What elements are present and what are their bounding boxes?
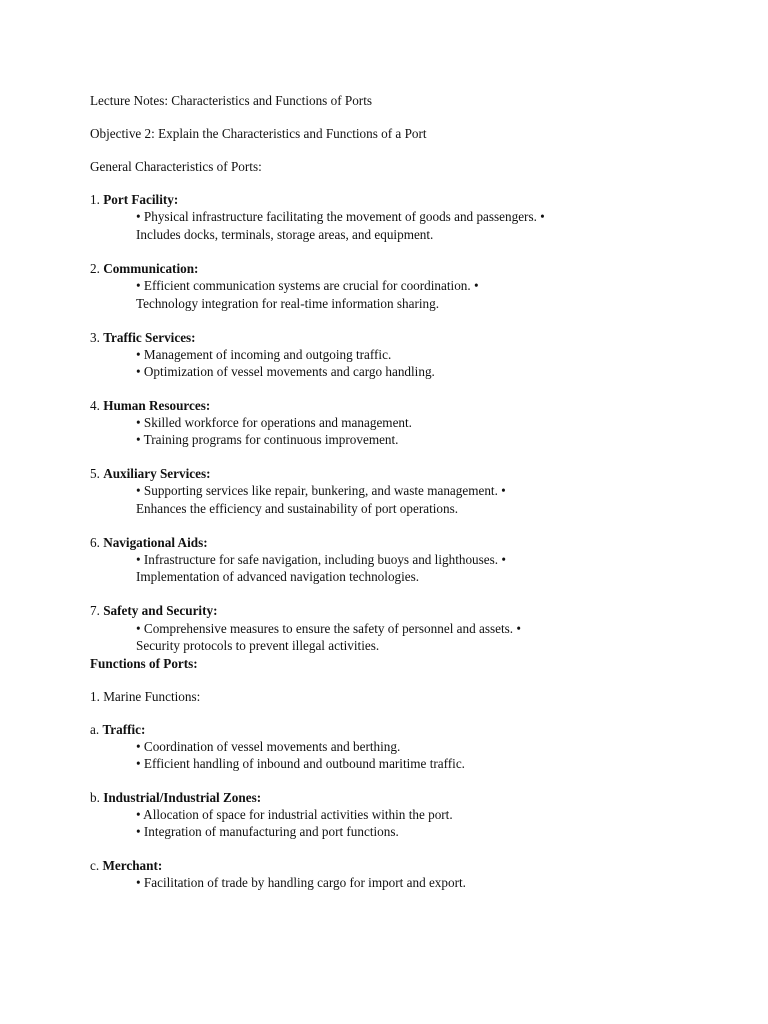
- item-label: Auxiliary Services:: [103, 466, 211, 481]
- bullet-line: • Efficient handling of inbound and outbound maritime traffic.: [136, 756, 465, 771]
- bullet-line: Technology integration for real-time information sharing.: [136, 296, 440, 311]
- bullet-line: • Skilled workforce for operations and management.: [136, 415, 412, 430]
- characteristic-heading-safety-security: [90, 602, 217, 619]
- characteristic-heading-navigational-aids: [90, 534, 208, 551]
- bullet-line: Enhances the efficiency and sustainability of port operations.: [136, 501, 459, 516]
- bullet-line: • Allocation of space for industrial activities within the port.: [136, 807, 453, 822]
- bullet-line: • Comprehensive measures to ensure the safety of personnel and assets. •: [136, 621, 521, 636]
- item-number: 4.: [90, 398, 100, 413]
- bullet-line: • Physical infrastructure facilitating the movement of goods and passengers. •: [136, 209, 545, 224]
- functions-heading-text: Functions of Ports:: [90, 656, 198, 671]
- bullet-line: • Efficient communication systems are crucial for coordination. •: [136, 278, 479, 293]
- function-heading-industrial: [90, 789, 261, 806]
- characteristic-heading-port-facility: [90, 191, 178, 208]
- item-label: Industrial/Industrial Zones:: [103, 790, 262, 805]
- item-label: Safety and Security:: [103, 603, 218, 618]
- bullet-line: • Supporting services like repair, bunkering, and waste management. •: [136, 483, 506, 498]
- general-characteristics-heading: General Characteristics of Ports:: [90, 159, 262, 174]
- item-letter: c.: [90, 858, 100, 873]
- item-number: 7.: [90, 603, 100, 618]
- objective-line: Objective 2: Explain the Characteristics and Functions of a Port: [90, 126, 427, 141]
- item-label: Traffic Services:: [103, 330, 196, 345]
- functions-heading: [90, 655, 198, 672]
- bullet-line: • Coordination of vessel movements and berthing.: [136, 739, 401, 754]
- bullet-line: • Training programs for continuous improvement.: [136, 432, 399, 447]
- characteristic-heading-traffic-services: [90, 329, 196, 346]
- item-label: Human Resources:: [103, 398, 211, 413]
- item-letter: a.: [90, 722, 100, 737]
- characteristic-heading-communication: [90, 260, 198, 277]
- characteristic-heading-human-resources: [90, 397, 210, 414]
- function-heading-merchant: [90, 857, 162, 874]
- item-number: 6.: [90, 535, 100, 550]
- bullet-line: • Integration of manufacturing and port functions.: [136, 824, 399, 839]
- bullet-line: • Management of incoming and outgoing traffic.: [136, 347, 392, 362]
- item-letter: b.: [90, 790, 100, 805]
- bullet-line: Includes docks, terminals, storage areas, and equipment.: [136, 227, 434, 242]
- bullet-line: • Optimization of vessel movements and cargo handling.: [136, 364, 435, 379]
- item-number: 2.: [90, 261, 100, 276]
- item-number: 3.: [90, 330, 100, 345]
- document-title: Lecture Notes: Characteristics and Functions of Ports: [90, 93, 372, 108]
- function-heading-traffic: [90, 721, 145, 738]
- item-number: 5.: [90, 466, 100, 481]
- item-label: Navigational Aids:: [103, 535, 208, 550]
- item-label: Traffic:: [102, 722, 146, 737]
- bullet-line: • Infrastructure for safe navigation, including buoys and lighthouses. •: [136, 552, 506, 567]
- item-label: Communication:: [103, 261, 199, 276]
- characteristic-heading-auxiliary-services: [90, 465, 211, 482]
- bullet-line: Implementation of advanced navigation technologies.: [136, 569, 420, 584]
- bullet-line: Security protocols to prevent illegal activities.: [136, 638, 380, 653]
- item-number: 1.: [90, 192, 100, 207]
- item-label: Merchant:: [102, 858, 163, 873]
- item-label: Port Facility:: [103, 192, 179, 207]
- marine-functions-heading: 1. Marine Functions:: [90, 689, 201, 704]
- bullet-line: • Facilitation of trade by handling cargo for import and export.: [136, 875, 466, 890]
